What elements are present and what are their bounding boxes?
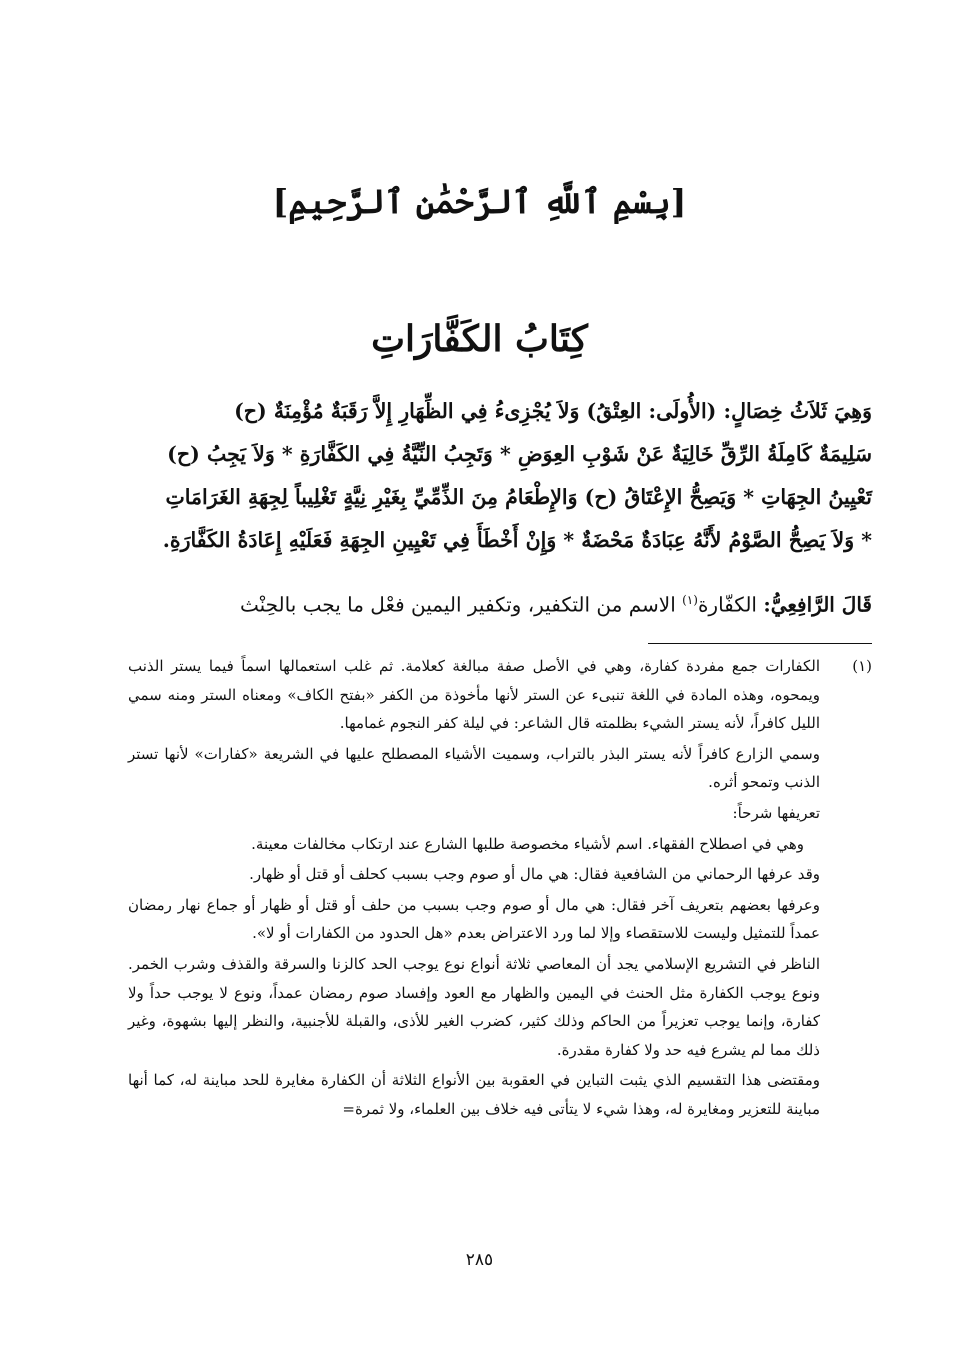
footnote-reference[interactable]: (١) <box>682 593 698 607</box>
commentary-body: الاسم من التكفير، وتكفير اليمين فعْل ما يجب بالحِنْث <box>239 592 676 617</box>
basmala-heading: [بِسْمِ ٱللَّهِ ٱلرَّحْمَٰنِ ٱلرَّحِيمِ] <box>272 182 687 221</box>
chapter-title: كِتَابُ الكَفَّارَاتِ <box>371 318 588 360</box>
footnote-separator <box>648 643 872 644</box>
matn-line: تَعْيِينُ الجِهَاتِ * وَيَصِحُّ الإِعْتَاقُ (ح) وَالإِطْعَامُ مِنَ الذِّمِّيِّ بِغَيْرِ نِيَّةٍ تَغْلِيباً لِجِهَةِ الغَرَامَاتِ <box>165 485 872 509</box>
footnote-paragraph: وعرفها بعضهم بتعريف آخر فقال: هي مال أو صوم وجب بسبب من حلف أو قتل أو ظهار أو جماع نهار رمضان عمداً للتمثيل وليست للاستقصاء وإلا لما ورد الاعتراض بعدم «هل الحدود من الكفارات أو لا». <box>128 895 820 943</box>
footnote-paragraph: وهي في اصطلاح الفقهاء. اسم لأشياء مخصوصة طلبها الشارع عند ارتكاب مخالفات معينة. <box>251 834 804 853</box>
footnote-paragraph: الكفارات جمع مفردة كفارة، وهي في الأصل صفة مبالغة كعلامة. ثم غلب استعمالها اسماً فيما يستر الذنب ويمحوه، وهذه المادة في اللغة تنبىء عن الستر لأنها مأخوذة من الكفر «بفتح الكاف» ومعناه الستر ومنه سمي الليل كافراً، لأنه يستر الشيء بظلمته قال الشاعر: في ليلة كفر النجوم غمامها. <box>128 657 820 733</box>
footnote-block <box>128 652 872 1126</box>
footnote-paragraph: وسمي الزارع كافراً لأنه يستر البذر بالتراب، وسميت الأشياء المصطلح عليها في الشريعة «كفارات» لأنها تستر الذنب وتمحو أثره. <box>128 744 820 792</box>
footnote-paragraph: ومقتضى هذا التقسيم الذي يثبت التباين في العقوبة بين الأنواع الثلاثة أن الكفارة مغايرة للحد مباينة له، كما أنها مباينة للتعزير ومغايرة له، وهذا شيء لا يتأتى فيه خلاف بين العلماء، ولا ثمرة= <box>128 1071 820 1118</box>
commentary-speaker: قَالَ الرَّافِعِيُّ: <box>763 592 872 617</box>
matn-text <box>120 390 872 562</box>
commentary-text <box>140 580 872 625</box>
footnote-paragraph: وقد عرفها الرحماني من الشافعية فقال: هي مال أو صوم وجب بسبب كحلف أو قتل أو ظهار. <box>249 865 820 884</box>
footnote-marker: (١) <box>852 657 872 675</box>
footnote-paragraph: الناظر في التشريع الإسلامي يجد أن المعاصي ثلاثة أنواع نوع يوجب الحد كالزنا والسرقة والقذف وشرب الخمر. ونوع يوجب الكفارة مثل الحنث في اليمين والظهار مع العود وإفساد صوم رمضان عمداً، ونوع لا يوجب حداً ولا كفارة، وإنما يوجب تعزيراً من الحاكم وذلك كثير، كضرب الغير للأذى، والقبلة للأجنبية، والنظر إليها بشهوة، وغير ذلك مما لم يشرع فيه حد ولا كفارة مقدرة. <box>128 954 820 1059</box>
matn-line: * وَلاَ يَصِحُّ الصَّوْمُ لأَنَّهُ عِبَادَةٌ مَحْضَةٌ * وَإِنْ أَخْطَأَ فِي تَعْيِينِ الجِهَةِ فَعَلَيْهِ إِعَادَةُ الكَفَّارَةِ. <box>162 528 872 552</box>
page-number: ٢٨٥ <box>465 1250 494 1270</box>
matn-line: وَهِيَ ثَلاَثُ خِصَالٍ: (الأُولَى: العِتْقُ) وَلاَ يُجْزِىءُ فِي الظِّهَارِ إِلاَّ رَقَبَةٌ مُؤْمِنَةٌ (ح) <box>234 399 872 423</box>
footnote-paragraph: تعريفها شرحاً: <box>732 803 820 822</box>
commentary-term: الكفّارة <box>697 592 757 617</box>
footnote-body <box>128 652 820 1124</box>
matn-line: سَلِيمَةٌ كَامِلَةُ الرِّقِّ خَالِيَةٌ عَنْ شَوْبِ العِوَضِ * وَتَجِبُ النِّيَّةُ فِي الكَفَّارَةِ * وَلاَ يَجِبُ (ح) <box>167 442 872 466</box>
